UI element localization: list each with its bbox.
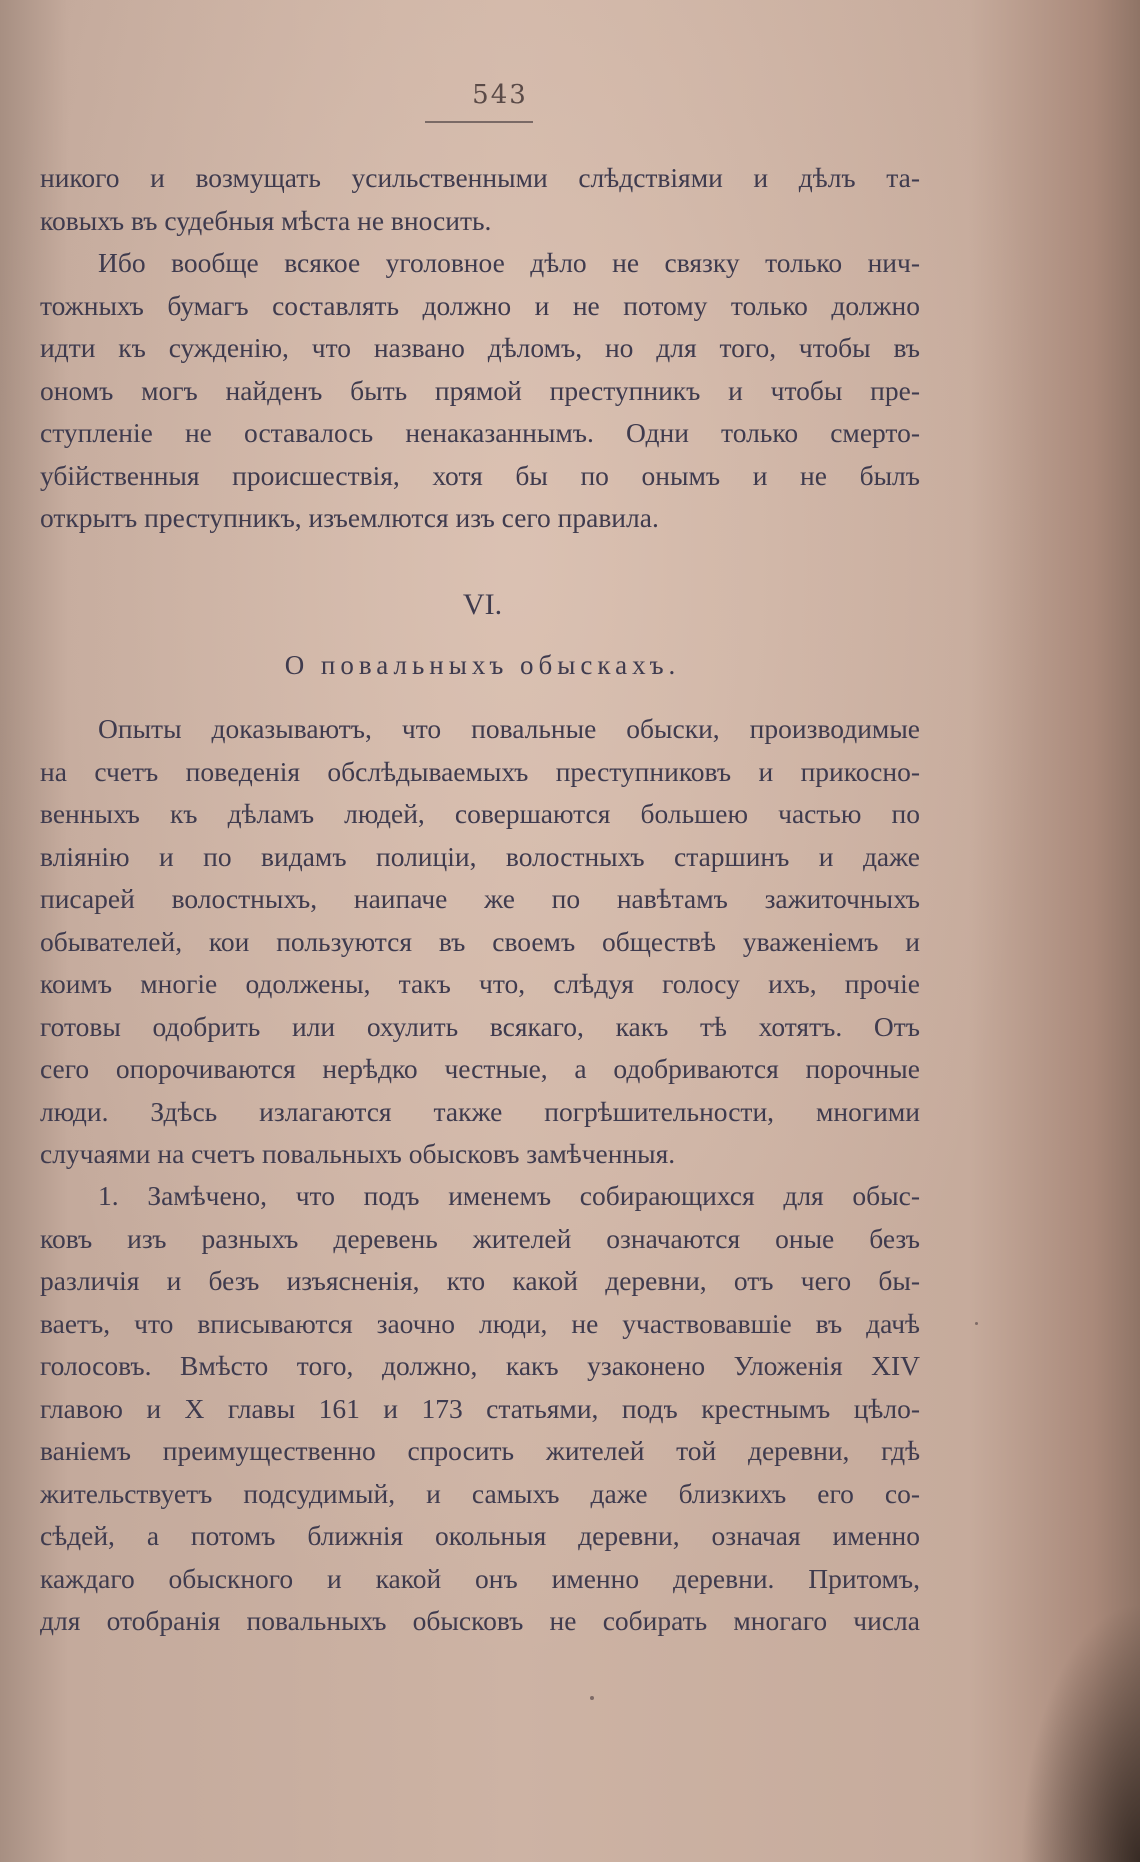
- paper-speck: [590, 1696, 594, 1700]
- text-line: случаями на счетъ повальныхъ обысковъ замѣченныя.: [40, 1138, 676, 1169]
- paragraph-1: [40, 157, 920, 242]
- paper-speck: [975, 1322, 978, 1325]
- section-title: О повальныхъ обыскахъ.: [284, 650, 681, 680]
- text-line: на счетъ поведенія обслѣдываемыхъ преступниковъ и прикосно-: [40, 755, 920, 787]
- paragraph-2: [40, 242, 920, 540]
- text-line: ступленіе не оставалось ненаказаннымъ. Одни только смерто-: [40, 417, 920, 448]
- text-line: идти къ сужденію, что названо дѣломъ, но для того, чтобы въ: [40, 332, 920, 363]
- text-line: сего опорочиваются нерѣдко честные, а одобриваются порочные: [40, 1053, 920, 1084]
- text-line: ономъ могъ найденъ быть прямой преступникъ и чтобы пре-: [40, 374, 920, 406]
- text-line: различія и безъ изъясненія, кто какой деревни, отъ чего бы-: [40, 1265, 920, 1296]
- text-line: ваніемъ преимущественно спросить жителей той деревни, гдѣ: [40, 1435, 920, 1466]
- text-line: для отобранія повальныхъ обысковъ не собирать многаго числа: [40, 1605, 920, 1636]
- paragraph-4: [40, 1175, 920, 1643]
- text-line: венныхъ къ дѣламъ людей, совершаются большею частью по: [40, 798, 920, 829]
- text-line: обывателей, кои пользуются въ своемъ обществѣ уваженіемъ и: [40, 925, 920, 957]
- text-line: тожныхъ бумагъ составлять должно и не потому только должно: [40, 289, 920, 321]
- text-line: писарей волостныхъ, наипаче же по навѣтамъ зажиточныхъ: [40, 883, 920, 914]
- text-line: сѣдей, а потомъ ближнія окольныя деревни, означая именно: [40, 1520, 920, 1551]
- paragraph-3: [40, 708, 920, 1176]
- text-line: каждаго обыскного и какой онъ именно деревни. Притомъ,: [40, 1562, 920, 1594]
- text-line: открытъ преступникъ, изъемлются изъ сего правила.: [40, 502, 659, 533]
- text-line: коимъ многіе одолжены, такъ что, слѣдуя голосу ихъ, прочіе: [40, 968, 920, 999]
- text-line: Опыты доказываютъ, что повальные обыски, производимые: [98, 713, 920, 744]
- page-number-rule: [425, 121, 533, 123]
- text-line: люди. Здѣсь излагаются также погрѣшительности, многими: [40, 1095, 920, 1127]
- page-number: 543: [472, 80, 528, 110]
- section-number: VI.: [462, 588, 503, 621]
- text-line: голосовъ. Вмѣсто того, должно, какъ узаконено Уложенія XIV: [40, 1350, 920, 1381]
- text-line: готовы одобрить или охулить всякаго, какъ тѣ хотятъ. Отъ: [40, 1010, 920, 1042]
- text-line: убійственныя происшествія, хотя бы по онымъ и не былъ: [40, 459, 920, 491]
- text-line: ковыхъ въ судебныя мѣста не вносить.: [40, 204, 492, 236]
- text-line: жительствуетъ подсудимый, и самыхъ даже близкихъ его со-: [40, 1477, 920, 1509]
- text-line: главою и X главы 161 и 173 статьями, подъ крестнымъ цѣло-: [40, 1392, 920, 1424]
- text-line: ваетъ, что вписываются заочно люди, не участвовавшіе въ дачѣ: [40, 1307, 920, 1339]
- text-line: Ибо вообще всякое уголовное дѣло не связку только нич-: [98, 247, 920, 278]
- text-line: вліянію и по видамъ полиціи, волостныхъ старшинъ и даже: [40, 840, 920, 872]
- text-line: 1. Замѣчено, что подъ именемъ собирающихся для обыс-: [98, 1180, 920, 1211]
- text-line: никого и возмущать усильственными слѣдствіями и дѣлъ та-: [40, 162, 920, 193]
- text-line: ковъ изъ разныхъ деревень жителей означаются оные безъ: [40, 1222, 920, 1254]
